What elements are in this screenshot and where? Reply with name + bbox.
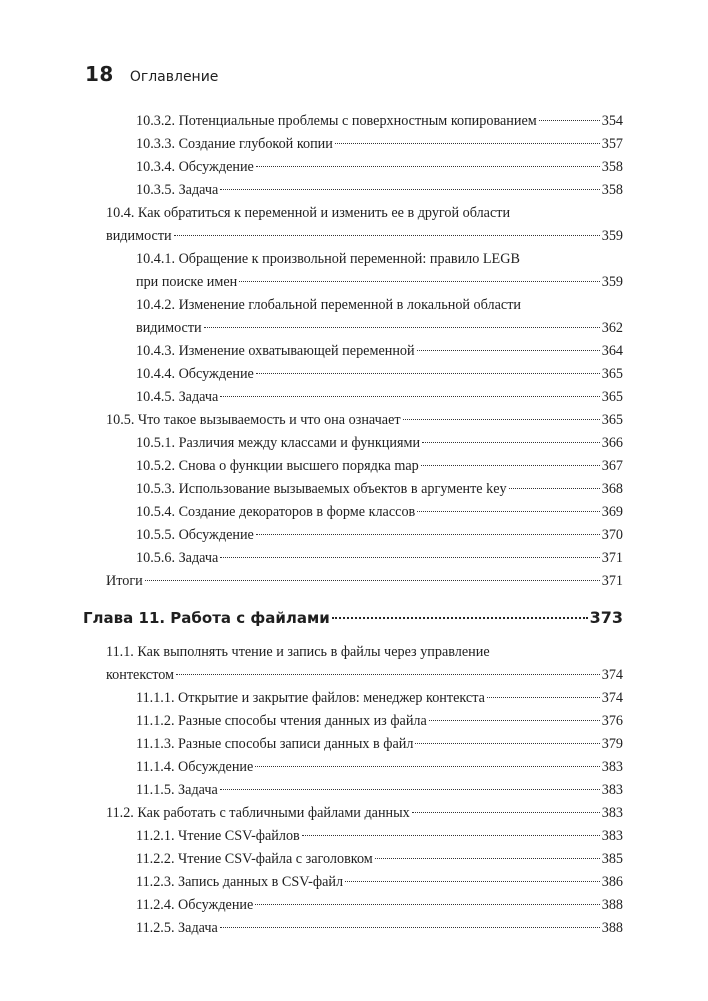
- toc-entry-line: [136, 363, 623, 386]
- toc-entry: [106, 917, 623, 940]
- toc-entry-page-number: 365: [601, 389, 623, 405]
- toc-entry-title: 10.3.4. Обсуждение: [136, 159, 254, 175]
- toc-entry-page-number: 359: [601, 274, 623, 290]
- toc-entry-page-number: 383: [601, 759, 623, 775]
- toc-entry-title-line1: 10.4. Как обратиться к переменной и изменить ее в другой области: [106, 205, 511, 221]
- toc-entry-line: [136, 825, 623, 848]
- toc-entry-page-number: 364: [601, 343, 623, 359]
- dot-leader: [332, 617, 588, 619]
- toc-entry-line: [136, 917, 623, 940]
- dot-leader: [403, 419, 600, 420]
- toc-entry-title: контекстом: [106, 667, 175, 683]
- toc-entry-line: [136, 524, 623, 547]
- toc-entry: [106, 133, 623, 156]
- toc-entry-page-number: 367: [601, 458, 623, 474]
- toc-entry-title: 11.1.4. Обсуждение: [136, 759, 254, 775]
- toc-entry-title: 10.5.4. Создание декораторов в форме классов: [136, 504, 416, 520]
- toc-entry: [106, 409, 623, 432]
- toc-entry-page-number: 376: [601, 713, 623, 729]
- toc-entry-page-number: 388: [601, 897, 623, 913]
- toc-entry: [106, 687, 623, 710]
- toc-entry: [106, 294, 623, 340]
- dot-leader: [302, 835, 600, 836]
- toc-entry-line: [136, 871, 623, 894]
- dot-leader: [204, 327, 600, 328]
- table-of-contents: [83, 110, 623, 940]
- toc-entry-title: 10.5.1. Различия между классами и функциями: [136, 435, 421, 451]
- toc-entry-title: 10.4.4. Обсуждение: [136, 366, 254, 382]
- toc-entry: [106, 340, 623, 363]
- toc-entry-page-number: 373: [589, 608, 623, 627]
- toc-entry-page-number: 371: [601, 550, 623, 566]
- toc-entry-line: [136, 156, 623, 179]
- toc-entry-page-number: 369: [601, 504, 623, 520]
- toc-entry-line: [136, 756, 623, 779]
- toc-entry-title: 11.2. Как работать с табличными файлами данных: [106, 805, 410, 821]
- toc-entry-title: 11.2.3. Запись данных в CSV-файл: [136, 874, 344, 890]
- toc-entry: [106, 478, 623, 501]
- toc-entry: [106, 386, 623, 409]
- toc-entry: [106, 848, 623, 871]
- toc-entry-page-number: 383: [601, 782, 623, 798]
- toc-entry: [106, 501, 623, 524]
- toc-entry: [106, 733, 623, 756]
- toc-entry-line: [136, 501, 623, 524]
- toc-entry-title: 11.2.1. Чтение CSV-файлов: [136, 828, 300, 844]
- toc-entry-page-number: 365: [601, 366, 623, 382]
- toc-entry: [106, 802, 623, 825]
- toc-entry-page-number: 368: [601, 481, 623, 497]
- dot-leader: [417, 350, 600, 351]
- toc-entry-page-number: 358: [601, 182, 623, 198]
- dot-leader: [429, 720, 600, 721]
- toc-entry-title: 11.2.2. Чтение CSV-файла с заголовком: [136, 851, 373, 867]
- toc-entry-title: 11.1.3. Разные способы записи данных в файл: [136, 736, 414, 752]
- toc-entry-line: [136, 687, 623, 710]
- toc-entry-line: [136, 894, 623, 917]
- toc-entry-title: 10.4.5. Задача: [136, 389, 219, 405]
- toc-entry-line: [136, 455, 623, 478]
- toc-entry-title: 10.5.3. Использование вызываемых объектов в аргументе key: [136, 481, 507, 497]
- toc-entry-line: [106, 570, 623, 593]
- toc-entry-page-number: 365: [601, 412, 623, 428]
- toc-entry: [106, 710, 623, 733]
- toc-entry: [106, 894, 623, 917]
- toc-entry-line: [106, 802, 623, 825]
- toc-entry: [106, 779, 623, 802]
- dot-leader: [220, 789, 600, 790]
- toc-entry: [106, 871, 623, 894]
- dot-leader: [256, 373, 600, 374]
- dot-leader: [255, 766, 599, 767]
- dot-leader: [220, 189, 599, 190]
- toc-entry-line: [136, 110, 623, 133]
- toc-entry-line: [136, 432, 623, 455]
- toc-entry-page-number: 383: [601, 805, 623, 821]
- toc-entry-line: [136, 271, 623, 294]
- toc-entry: [106, 547, 623, 570]
- dot-leader: [335, 143, 600, 144]
- dot-leader: [415, 743, 599, 744]
- toc-entry: [106, 641, 623, 687]
- toc-entry-title: 10.5.2. Снова о функции высшего порядка map: [136, 458, 419, 474]
- dot-leader: [509, 488, 600, 489]
- toc-entry: [106, 756, 623, 779]
- toc-entry-line: [136, 710, 623, 733]
- toc-entry: [106, 570, 623, 593]
- dot-leader: [239, 281, 599, 282]
- toc-entry-title: 10.5. Что такое вызываемость и что она означает: [106, 412, 401, 428]
- toc-entry-page-number: 385: [601, 851, 623, 867]
- toc-entry-title: Глава 11. Работа с файлами: [83, 609, 330, 627]
- toc-entry-line: [136, 779, 623, 802]
- toc-entry-line: [136, 317, 623, 340]
- toc-entry-title: видимости: [106, 228, 172, 244]
- toc-entry-line: [136, 133, 623, 156]
- toc-entry: [106, 202, 623, 248]
- dot-leader: [220, 396, 599, 397]
- toc-entry: [106, 110, 623, 133]
- toc-entry-page-number: 366: [601, 435, 623, 451]
- dot-leader: [145, 580, 600, 581]
- toc-entry-page-number: 383: [601, 828, 623, 844]
- toc-entry-page-number: 362: [601, 320, 623, 336]
- dot-leader: [412, 812, 600, 813]
- toc-entry-title-line1: 10.4.1. Обращение к произвольной переменной: правило LEGB: [136, 251, 520, 267]
- toc-entry: [106, 524, 623, 547]
- dot-leader: [256, 166, 600, 167]
- toc-entry-page-number: 370: [601, 527, 623, 543]
- toc-entry-title-line1: 10.4.2. Изменение глобальной переменной в локальной области: [136, 297, 521, 313]
- page-number: 18: [85, 62, 114, 86]
- toc-entry-line: [136, 386, 623, 409]
- dot-leader: [345, 881, 600, 882]
- toc-entry-line: [136, 733, 623, 756]
- dot-leader: [421, 465, 600, 466]
- toc-entry-page-number: 388: [601, 920, 623, 936]
- dot-leader: [487, 697, 600, 698]
- toc-entry-title: 11.2.4. Обсуждение: [136, 897, 254, 913]
- toc-entry-page-number: 354: [601, 113, 623, 129]
- toc-entry-title: 10.3.3. Создание глубокой копии: [136, 136, 333, 152]
- toc-entry-page-number: 357: [601, 136, 623, 152]
- toc-entry-title: 11.1.1. Открытие и закрытие файлов: менеджер контекста: [136, 690, 485, 706]
- toc-entry-title: 11.1.2. Разные способы чтения данных из файла: [136, 713, 427, 729]
- toc-entry-line: [136, 848, 623, 871]
- dot-leader: [375, 858, 600, 859]
- toc-entry: [106, 455, 623, 478]
- toc-entry-title: 10.3.5. Задача: [136, 182, 219, 198]
- running-title: Оглавление: [129, 69, 219, 85]
- dot-leader: [256, 534, 600, 535]
- toc-entry-line: [136, 478, 623, 501]
- toc-chapter-heading: [83, 605, 623, 631]
- toc-entry: [106, 179, 623, 202]
- toc-entry: [106, 432, 623, 455]
- toc-entry-title: видимости: [136, 320, 202, 336]
- toc-entry-line: [136, 340, 623, 363]
- toc-entry-title: 11.1.5. Задача: [136, 782, 218, 798]
- toc-entry-page-number: 359: [601, 228, 623, 244]
- toc-entry-title-line1: 11.1. Как выполнять чтение и запись в файлы через управление: [106, 644, 490, 660]
- toc-entry-line: [106, 225, 623, 248]
- toc-entry-page-number: 386: [601, 874, 623, 890]
- toc-entry-title: 10.5.5. Обсуждение: [136, 527, 254, 543]
- toc-entry-title: 10.4.3. Изменение охватывающей переменной: [136, 343, 415, 359]
- dot-leader: [417, 511, 599, 512]
- toc-entry-line: [106, 664, 623, 687]
- toc-entry-page-number: 371: [601, 573, 623, 589]
- toc-entry-page-number: 374: [601, 667, 623, 683]
- toc-entry-page-number: 379: [601, 736, 623, 752]
- toc-entry: [106, 156, 623, 179]
- toc-entry-title: 10.3.2. Потенциальные проблемы с поверхностным копированием: [136, 113, 537, 129]
- toc-entry-line: [83, 605, 623, 631]
- dot-leader: [174, 235, 600, 236]
- dot-leader: [539, 120, 600, 121]
- toc-entry-title: 10.5.6. Задача: [136, 550, 219, 566]
- toc-entry-line: [136, 179, 623, 202]
- toc-entry-title: при поиске имен: [136, 274, 238, 290]
- dot-leader: [220, 927, 600, 928]
- toc-entry-title: 11.2.5. Задача: [136, 920, 218, 936]
- toc-entry-line: [106, 409, 623, 432]
- toc-entry-page-number: 374: [601, 690, 623, 706]
- toc-entry: [106, 248, 623, 294]
- toc-entry: [106, 825, 623, 848]
- dot-leader: [220, 557, 599, 558]
- dot-leader: [176, 674, 600, 675]
- toc-entry: [106, 363, 623, 386]
- page-header: [85, 62, 218, 86]
- toc-entry-line: [136, 547, 623, 570]
- dot-leader: [255, 904, 599, 905]
- toc-entry-page-number: 358: [601, 159, 623, 175]
- toc-entry-title: Итоги: [106, 573, 143, 589]
- dot-leader: [422, 442, 600, 443]
